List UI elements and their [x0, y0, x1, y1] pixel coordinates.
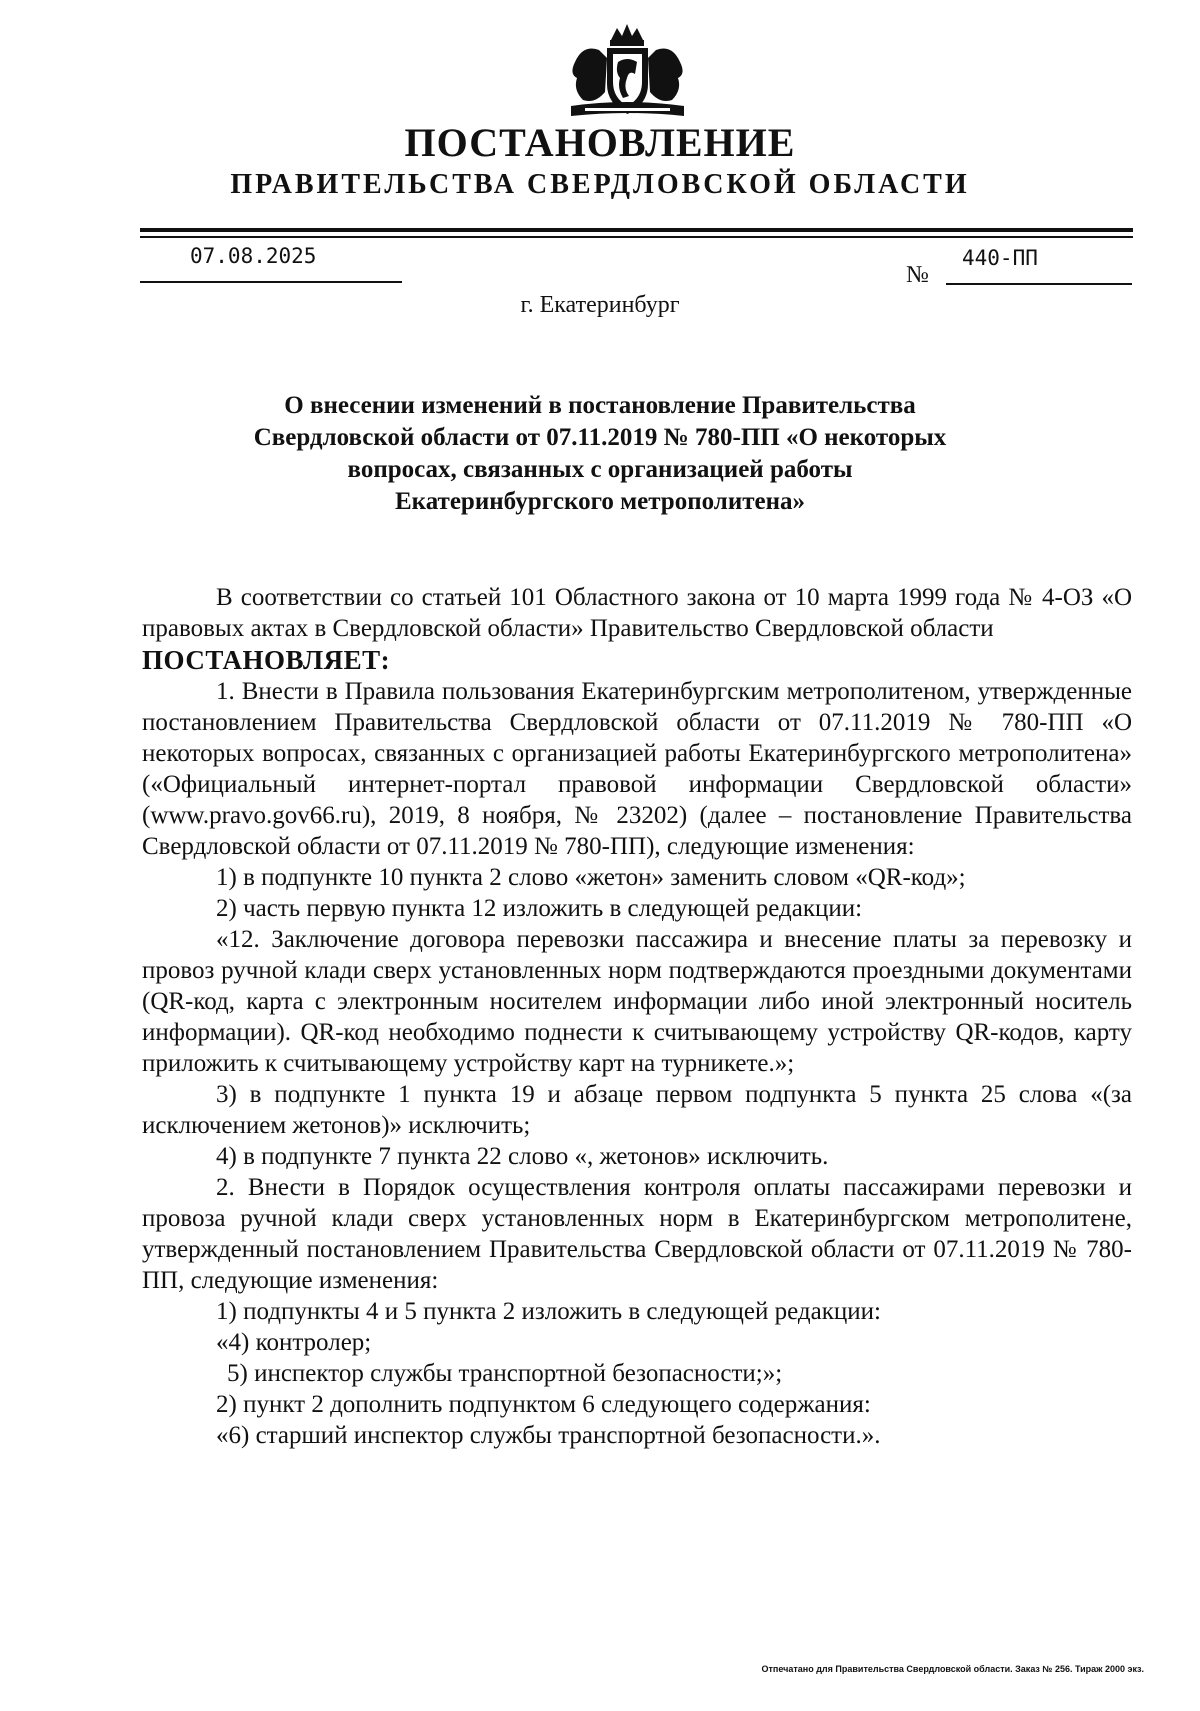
- header-rule-thin: [140, 236, 1133, 238]
- item-paragraph: «12. Заключение договора перевозки пассажира и внесение платы за перевозку и провоз ручной клади сверх установленных норм подтверждаются проездными документами (QR-код, карта с электронным носителем информации либо иной электронный носитель информации). QR-код необходимо поднести к считывающему устройству QR-кодов, карту приложить к считывающему устройству карт на турникете.»;: [142, 926, 1132, 1077]
- item-paragraph: 5) инспектор службы транспортной безопасности;»;: [227, 1360, 783, 1387]
- city-line: г. Екатеринбург: [520, 292, 680, 318]
- item-paragraph: 1) подпункты 4 и 5 пункта 2 изложить в следующей редакции:: [216, 1298, 881, 1325]
- print-footer: Отпечатано для Правительства Свердловской области. Заказ № 256. Тираж 2000 экз.: [761, 1664, 1144, 1674]
- heading-line: Свердловской области от 07.11.2019 № 780-ПП «О некоторых: [253, 424, 947, 451]
- item-paragraph: «4) контролер;: [216, 1329, 372, 1356]
- item-paragraph: 4) в подпункте 7 пункта 22 слово «, жетонов» исключить.: [216, 1143, 829, 1170]
- item-paragraph: 2) часть первую пункта 12 изложить в следующей редакции:: [216, 895, 863, 922]
- number-sign: №: [906, 262, 929, 288]
- header-rule-thick: [140, 228, 1133, 232]
- issuer-subtitle: ПРАВИТЕЛЬСТВА СВЕРДЛОВСКОЙ ОБЛАСТИ: [230, 169, 970, 200]
- decree-word: ПОСТАНОВЛЯЕТ:: [142, 645, 391, 675]
- heading-line: Екатеринбургского метрополитена»: [395, 488, 805, 515]
- date-underline: [140, 281, 402, 283]
- number-underline: [946, 283, 1132, 285]
- heading-line: О внесении изменений в постановление Правительства: [284, 392, 916, 419]
- intro-paragraph: В соответствии со статьей 101 Областного закона от 10 марта 1999 года № 4-ОЗ «О правовых актах в Свердловской области» Правительство Свердловской области: [142, 584, 1132, 642]
- item-paragraph: 1. Внести в Правила пользования Екатеринбургским метрополитеном, утвержденные постановлением Правительства Свердловской области от 07.11.2019 № 780-ПП «О некоторых вопросах, связанных с организацией работы Екатеринбургского метрополитена» («Официальный интернет-портал правовой информации Свердловской области» (www.pravo.gov66.ru), 2019, 8 ноября, № 23202) (далее – постановление Правительства Свердловской области от 07.11.2019 № 780-ПП), следующие изменения:: [142, 678, 1132, 860]
- document-date: 07.08.2025: [190, 244, 317, 268]
- document-body: [142, 582, 1132, 1451]
- item-paragraph: 2) пункт 2 дополнить подпунктом 6 следующего содержания:: [216, 1391, 871, 1418]
- document-number: 440-ПП: [962, 246, 1038, 270]
- item-paragraph: 1) в подпункте 10 пункта 2 слово «жетон» заменить словом «QR-код»;: [216, 864, 966, 891]
- item-paragraph: 3) в подпункте 1 пункта 19 и абзаце первом подпункта 5 пункта 25 слова «(за исключением жетонов)» исключить;: [142, 1081, 1132, 1139]
- heading-line: вопросах, связанных с организацией работы: [347, 456, 853, 483]
- document-heading: [200, 390, 1000, 518]
- coat-of-arms-emblem: [565, 22, 690, 122]
- item-paragraph: 2. Внести в Порядок осуществления контроля оплаты пассажирами перевозки и провоза ручной клади сверх установленных норм в Екатеринбургском метрополитене, утвержденный постановлением Правительства Свердловской области от 07.11.2019 № 780-ПП, следующие изменения:: [142, 1174, 1132, 1294]
- item-paragraph: «6) старший инспектор службы транспортной безопасности.».: [216, 1422, 881, 1449]
- document-title: ПОСТАНОВЛЕНИЕ: [404, 120, 796, 165]
